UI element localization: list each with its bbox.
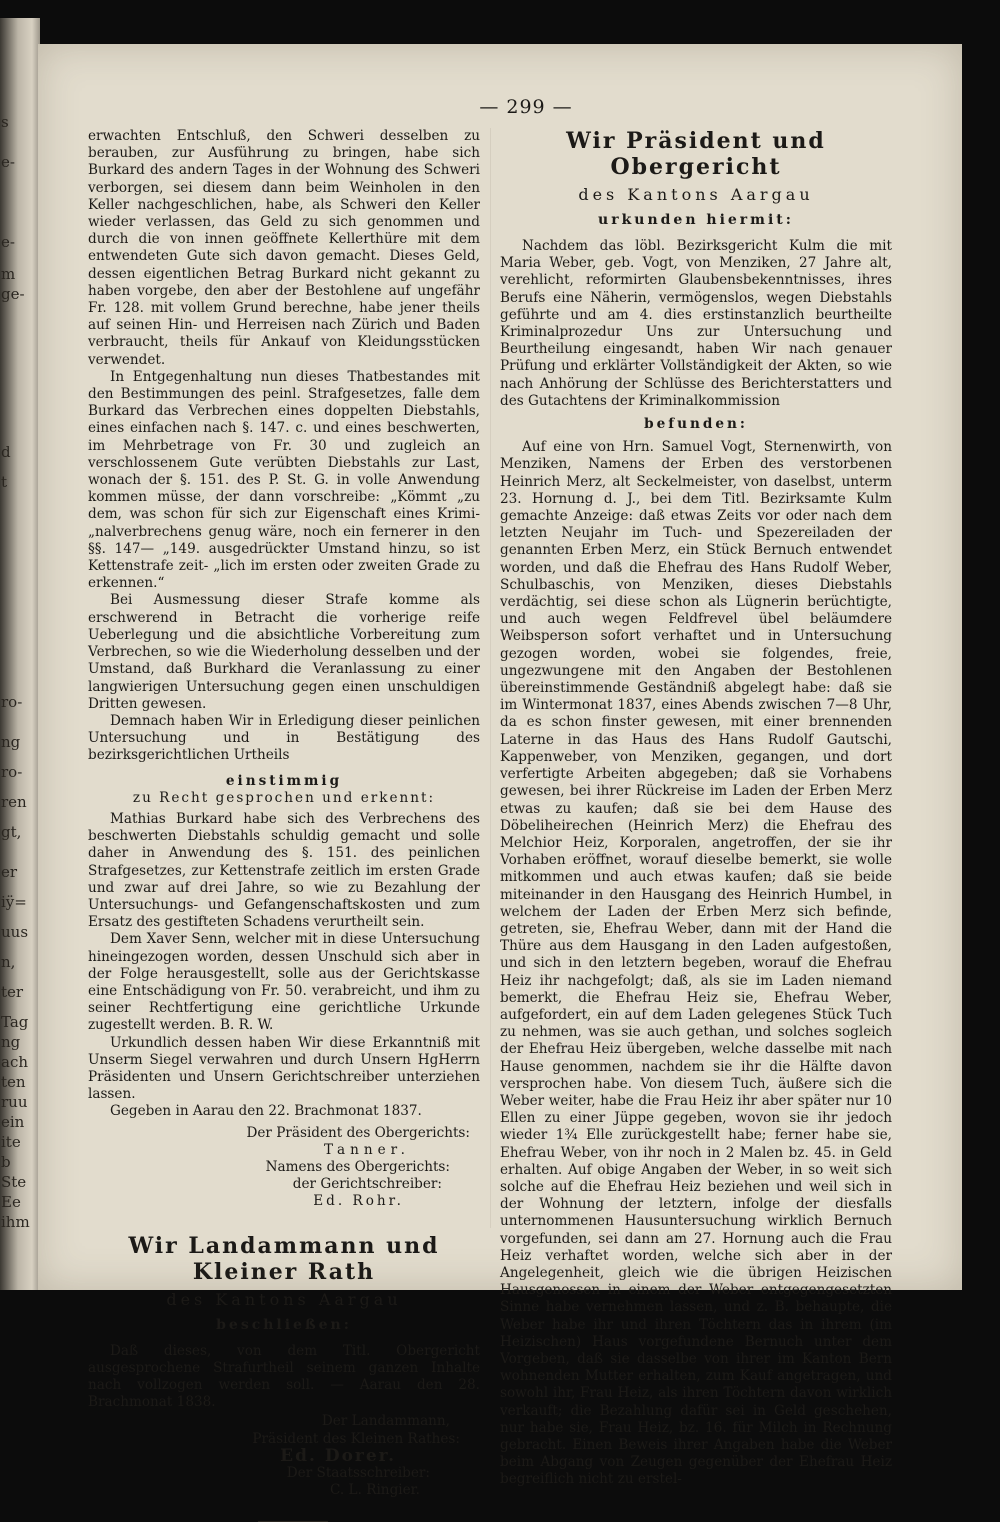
spine-fragment: ruu	[1, 1093, 28, 1111]
spine-fragment: t	[1, 473, 8, 491]
heading-landammann-sub2: beschließen:	[216, 1316, 352, 1333]
spine-fragment: Tag	[1, 1013, 29, 1031]
column-divider	[490, 128, 491, 1228]
spine-fragment: Ee	[1, 1193, 21, 1211]
left-para-4: Demnach haben Wir in Erledigung dieser peinlichen Untersuchung und in Bestätigung des bezirksgerichtlichen Urtheils	[88, 712, 480, 764]
spine-fragment: ro-	[1, 693, 23, 711]
right-column	[500, 128, 892, 1489]
left-column	[88, 128, 480, 1522]
spine-fragment: ren	[1, 793, 27, 811]
spine-fragment: n,	[1, 953, 16, 971]
spine-fragment: iÿ=	[1, 893, 27, 911]
spine-fragment: ihm	[1, 1213, 30, 1231]
left-para-8: Gegeben in Aarau den 22. Brachmonat 1837.	[110, 1103, 422, 1120]
signature-name-ringier: C. L. Ringier.	[330, 1482, 420, 1499]
left-para-9: Daß dieses, von dem Titl. Obergericht ausgesprochene Strafurtheil seinem ganzen Inhalte nach vollzogen werden soll. — Aarau den 28. Brachmonat 1838.	[88, 1342, 480, 1411]
signature-title-gerichtschreiber: der Gerichtschreiber:	[292, 1176, 442, 1193]
signature-title-landammann: Der Landammann,	[321, 1413, 450, 1430]
spine-fragment: ro-	[1, 763, 23, 781]
adjacent-page-spine	[0, 18, 40, 1290]
verdict-einstimmig: einstimmig	[225, 772, 343, 789]
spine-fragment: gt,	[1, 823, 22, 841]
spine-fragment: e-	[1, 153, 15, 171]
right-para-1: Nachdem das löbl. Bezirksgericht Kulm die mit Maria Weber, geb. Vogt, von Menziken, 27 Jahre alt, verehlicht, reformirten Glaubensbekenntnisses, ihres Berufs eine Näherin, vermögenslos, wegen Diebstahls geführte und am 4. dies erstinstanzlich beurtheilte Kriminalprozedur Uns zur Untersuchung und Beurtheilung eingesandt, haben Wir nach genauer Prüfung und erklärter Vollständigkeit der Akten, so wie nach Anhörung der Schlüsse des Berichterstatters und des Gutachtens der Kriminalkommission	[500, 238, 892, 409]
left-para-7: Urkundlich dessen haben Wir diese Erkanntniß mit Unserm Siegel verwahren und durch Unsern HgHerrn Präsidenten und Unsern Gerichtschreiber unterziehen lassen.	[88, 1034, 480, 1103]
signature-title-president: Der Präsident des Obergerichts:	[246, 1124, 470, 1141]
verdict-erkannt: zu Recht gesprochen und erkennt:	[132, 789, 436, 806]
signature-title-praesident-rat: Präsident des Kleinen Rathes:	[252, 1430, 460, 1447]
spine-fragment: ng	[1, 1033, 21, 1051]
verdict-befunden: befunden:	[644, 416, 748, 433]
spine-fragment: ge-	[1, 285, 25, 303]
signature-title-staatsschreiber: Der Staatsschreiber:	[286, 1465, 430, 1482]
heading-landammann-sub: des Kantons Aargau	[166, 1289, 402, 1309]
signature-name-dorer: Ed. Dorer.	[280, 1445, 396, 1466]
spine-fragment: ite	[1, 1133, 21, 1151]
spine-fragment: er	[1, 863, 18, 881]
heading-obergericht-sub2: urkunden hiermit:	[598, 212, 794, 228]
heading-obergericht: Wir Präsident und Obergericht	[566, 128, 826, 180]
spine-fragment: s	[1, 113, 9, 131]
heading-obergericht-sub: des Kantons Aargau	[578, 185, 814, 204]
signature-name-rohr: Ed. Rohr.	[313, 1193, 404, 1210]
heading-landammann: Wir Landammann und Kleiner Rath	[128, 1232, 440, 1285]
left-para-6: Dem Xaver Senn, welcher mit in diese Untersuchung hineingezogen worden, dessen Unschuld sich aber in der Folge herausgestellt, solle aus der Gerichtskasse eine Entschädigung von Fr. 50. verabreicht, und ihm zu seiner Rechtfertigung eine gerichtliche Urkunde zugestellt werden. B. R. W.	[88, 931, 480, 1034]
left-para-5: Mathias Burkard habe sich des Verbrechens des beschwerten Diebstahls schuldig gemacht und solle daher in Anwendung des §. 151. des peinlichen Strafgesetzes, zur Kettenstrafe zeitlich im ersten Grade und zwar auf drei Jahre, so wie zu Bezahlung der Untersuchungs- und Gefangenschaftskosten und zum Ersatz des gestifteten Schadens verurtheilt sein.	[88, 810, 480, 931]
signature-title-namens: Namens des Obergerichts:	[265, 1158, 450, 1175]
signature-block-obergericht	[88, 1125, 480, 1211]
spine-fragment: Ste	[1, 1173, 27, 1191]
spine-fragment: uus	[1, 923, 29, 941]
right-para-2: Auf eine von Hrn. Samuel Vogt, Sternenwirth, von Menziken, Namens der Erben des verstorbenen Heinrich Merz, alt Seckelmeister, von daselbst, unterm 23. Hornung d. J., bei dem Titl. Bezirksamte Kulm gemachte Anzeige: daß etwas Zeits vor oder nach dem letzten Neujahr im Tuch- und Spezereiladen der genannten Erben Merz, ein Stück Bernuch entwendet worden, und daß die Ehefrau des Hans Rudolf Weber, Schulbaschis, von Menziken, dieses Diebstahls verdächtig, sei diese schon als Lügnerin berüchtigte, und auch wegen Feldfrevel übel beläumdere Weibsperson sofort verhaftet und in Untersuchung gezogen worden, wobei sie folgendes, freie, ungezwungene mit den Angaben der Bestohlenen übereinstimmende Geständniß abgelegt habe: daß sie im Wintermonat 1837, eines Abends zwischen 7—8 Uhr, da es schon finster gewesen, mit einer brennenden Laterne in das Haus des Hans Rudolf Gautschi, Kappenweber, von Menziken, gegangen, und dort verfertigte Arbeiten abgegeben; daß sie Vorhabens gewesen, bei ihrer Rückreise im Laden der Erben Merz etwas zu kaufen; daß sie bei dem Hause des Döbeliheirechen (Heinrich Merz) die Ehefrau des Melchior Heiz, Korporalen, angetroffen, der sie ihr Vorhaben eröffnet, worauf dieselbe bemerkt, sie wolle mitkommen und auch etwas kaufen; daß sie beide miteinander in den Hausgang des Heinrich Humbel, in welchem der Laden der Erben Merz sich befinde, getreten, sie, Ehefrau Weber, dann mit der Hand die Thüre aus dem Hausgang in den Laden aufgestoßen, und sich in den letztern begeben, worauf die Ehefrau Heiz ihr nachgefolgt; daß, als sie im Laden niemand bemerkt, die Ehefrau Heiz sie, Ehefrau Weber, aufgefordert, ein auf dem Laden gelegenes Stück Tuch zu nehmen, was sie auch gethan, und solches sogleich der Ehefrau Heiz übergeben, welche dasselbe mit nach Hause genommen, nachdem sie ihr die Hälfte davon versprochen habe. Von diesem Tuch, äußere sich die Weber weiter, habe die Frau Heiz ihr aber später nur 10 Ellen zu einer Jüppe gegeben, wovon sie ihr jedoch wieder 1¾ Elle zurückgestellt habe; ferner habe sie, Ehefrau Weber, von ihr noch in 2 Malen bz. 45. in Geld erhalten. Auf obige Angaben der Weber, in so weit sich solche auf die Ehefrau Heiz beziehen und weil sich in der Wohnung der letztern, infolge der diesfalls unternommenen Hausuntersuchung wirklich Bernuch vorgefunden, sei dann am 27. Hornung auch die Frau Heiz verhaftet worden, welche sich aber in der Angelegenheit, gleich wie die übrigen Heizischen Hausgenossen in einem der Weber entgegengesetzten Sinne habe vernehmen lassen, und z. B. behaupte, die Weber habe ihr und ihren Töchtern das in ihrem (im Heizischen) Haus vorgefundene Bernuch unter dem Vorgeben, daß sie dasselbe von ihrer im Kanton Bern wohnenden Mutter erhalten, zum Kauf angetragen, und sowohl ihr, Frau Heiz, als ihren Töchtern davon wirklich verkauft; die Bezahlung dafür sei in Geld geschehen, nur habe sie, Frau Heiz, bz. 16. für Milch in Rechnung gebracht. Einen Beweis ihrer Angaben habe die Weber beim Abgang von Zeugen gegenüber der Ehefrau Heiz begreiflich nicht zu erstel-	[500, 439, 892, 1488]
spine-fragment: m	[1, 265, 16, 283]
spine-fragment: ein	[1, 1113, 25, 1131]
signature-block-regierung	[88, 1413, 480, 1499]
page-number: — 299 —	[479, 96, 573, 118]
spine-fragment: ng	[1, 733, 21, 751]
spine-fragment: e-	[1, 233, 15, 251]
spine-fragment: ten	[1, 1073, 26, 1091]
left-para-3: Bei Ausmessung dieser Strafe komme als erschwerend in Betracht die vorherige reife Ueberlegung und die absichtliche Vorbereitung zum Verbrechen, so wie die Wiederholung desselben und der Umstand, daß Burkhard die Veranlassung zu einer langwierigen Untersuchung gegen einen unschuldigen Dritten gewesen.	[88, 592, 480, 712]
left-para-2: In Entgegenhaltung nun dieses Thatbestandes mit den Bestimmungen des peinl. Strafgesetzes, falle dem Burkard das Verbrechen eines doppelten Diebstahls, eines einfachen nach §. 147. c. und eines beschwerten, im Mehrbetrage von Fr. 30 und zugleich an verschlossenem Gute verübten Diebstahls zur Last, wonach der §. 151. des P. St. G. in volle Anwendung kommen müsse, der dann vorschreibe: „Kömmt „zu dem, was schon für sich zur Eigenschaft eines Krimi- „nalverbrechens genug wäre, noch ein fernerer in den §§. 147— „149. ausgedrückter Umstand hinzu, so ist Kettenstrafe zeit- „lich im ersten oder zweiten Grade zu erkennen.“	[88, 368, 480, 592]
signature-name-tanner: Tanner.	[324, 1141, 410, 1158]
spine-fragment: b	[1, 1153, 11, 1171]
left-para-1: erwachten Entschluß, den Schweri desselben zu berauben, zur Ausführung zu bringen, habe sich Burkard des andern Tages in der Wohnung des Schweri verborgen, sei diesem dann beim Weinholen in den Keller nachgeschlichen, habe, als Schweri den Keller wieder verlassen, das Geld zu sich genommen und durch die von innen geöffnete Kellerthüre mit dem entwendeten Gute sich davon gemacht. Dieses Geld, dessen eigentlichen Betrag Burkard nicht gekannt zu haben vorgebe, den aber der Bestohlene auf ungefähr Fr. 128. mit vollem Grund berechne, habe jener theils auf seinen Hin- und Herreisen nach Zürich und Baden verbraucht, theils für Ankauf von Kleidungsstücken verwendet.	[88, 128, 480, 368]
spine-fragment: ach	[1, 1053, 29, 1071]
spine-fragment: d	[1, 443, 11, 461]
spine-fragment: ter	[1, 983, 24, 1001]
